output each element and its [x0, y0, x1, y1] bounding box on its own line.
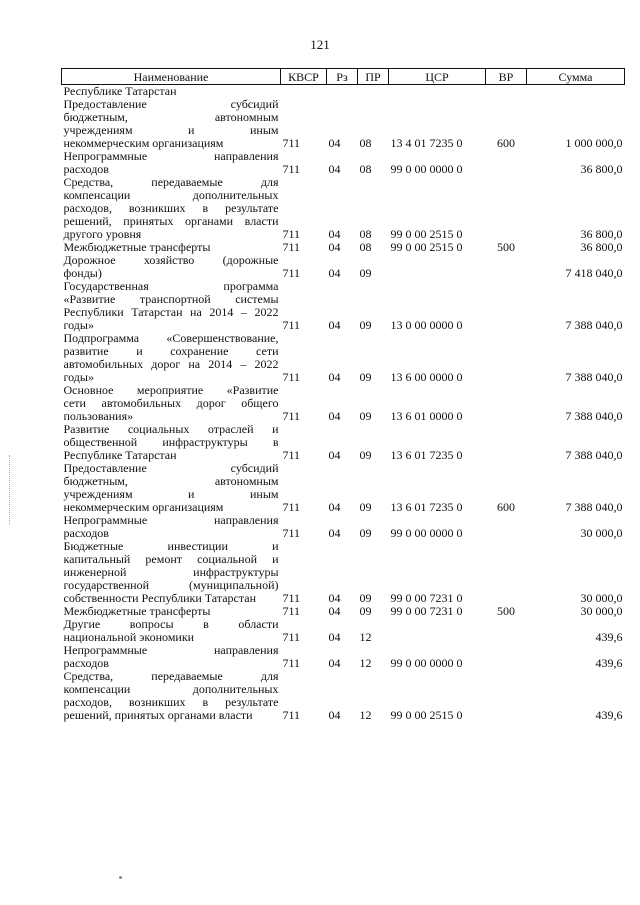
row-name-line: бюджетным, автономным [63, 110, 279, 124]
row-kvsr: 711 [282, 604, 301, 618]
row-name-line: расходов [63, 656, 109, 670]
table-row [62, 514, 625, 540]
row-rz: 04 [328, 409, 341, 423]
row-vr [486, 176, 527, 241]
row-csr: 13 0 00 0000 0 [390, 318, 463, 332]
row-name-line: Непрограммные направления [63, 513, 279, 527]
header-csr: ЦСР [389, 69, 486, 85]
row-rz: 04 [328, 448, 341, 462]
row-name-line: расходов [63, 526, 109, 540]
row-vr [486, 540, 527, 605]
row-name-line: Межбюджетные трансферты [63, 240, 211, 254]
row-vr [486, 514, 527, 540]
table-row [62, 150, 625, 176]
table-row [62, 618, 625, 644]
row-name-line: Основное мероприятие «Развитие [63, 383, 279, 397]
row-name-line: Дорожное хозяйство (дорожные [63, 253, 279, 267]
row-kvsr: 711 [282, 136, 301, 150]
row-vr [486, 280, 527, 332]
row-vr [486, 670, 527, 722]
page-number: 121 [310, 37, 330, 52]
row-name [62, 644, 281, 670]
row-sum: 7 418 040,0 [565, 266, 623, 280]
row-rz: 04 [328, 526, 341, 540]
row-pr: 09 [359, 500, 372, 514]
row-rz: 04 [328, 227, 341, 241]
row-name [62, 176, 281, 241]
row-name-line: Средства, передаваемые для [63, 669, 279, 683]
row-name [62, 254, 281, 280]
row-name-line: «Развитие транспортной системы [63, 292, 279, 306]
row-sum: 7 388 040,0 [565, 500, 623, 514]
row-name-line: Непрограммные направления [63, 643, 279, 657]
row-name-line: инженерной инфраструктуры [63, 565, 279, 579]
row-sum: 439,6 [595, 656, 623, 670]
row-csr: 99 0 00 2515 0 [390, 240, 463, 254]
header-name: Наименование [62, 69, 281, 85]
header-kvsr: КВСР [281, 69, 327, 85]
row-rz: 04 [328, 318, 341, 332]
row-pr: 09 [359, 526, 372, 540]
row-vr: 600 [497, 136, 515, 150]
row-name [62, 85, 281, 99]
row-pr: 09 [359, 266, 372, 280]
row-vr [486, 150, 527, 176]
row-name-line: учреждениям и иным [63, 123, 279, 137]
row-csr: 99 0 00 0000 0 [390, 526, 463, 540]
row-name-line: сети автомобильных дорог общего [63, 396, 279, 410]
row-name-line: Средства, передаваемые для [63, 175, 279, 189]
row-vr [486, 254, 527, 280]
table-row [62, 85, 625, 99]
row-sum: 36 800,0 [580, 227, 623, 241]
table-row [62, 332, 625, 384]
row-rz: 04 [328, 240, 341, 254]
row-name-line: Непрограммные направления [63, 149, 279, 163]
row-vr [486, 332, 527, 384]
row-pr: 12 [359, 630, 372, 644]
header-vr: ВР [486, 69, 527, 85]
row-sum: 439,6 [595, 630, 623, 644]
row-name-line: компенсации дополнительных [63, 682, 279, 696]
row-pr: 09 [359, 409, 372, 423]
row-csr [389, 85, 486, 99]
row-rz: 04 [328, 500, 341, 514]
row-kvsr: 711 [282, 266, 301, 280]
row-name-line: развитие и сохранение сети [63, 344, 279, 358]
row-csr [389, 618, 486, 644]
row-pr: 09 [359, 448, 372, 462]
row-rz: 04 [328, 136, 341, 150]
row-rz: 04 [328, 162, 341, 176]
row-rz: 04 [328, 370, 341, 384]
row-name-line: национальной экономики [63, 630, 195, 644]
row-csr: 13 6 01 7235 0 [390, 500, 463, 514]
table-row [62, 644, 625, 670]
row-rz: 04 [328, 630, 341, 644]
table-row [62, 280, 625, 332]
budget-table [61, 68, 625, 722]
row-name [62, 618, 281, 644]
row-csr: 99 0 00 7231 0 [390, 604, 463, 618]
table-row [62, 176, 625, 241]
row-vr [486, 384, 527, 423]
row-csr: 13 4 01 7235 0 [390, 136, 463, 150]
row-name [62, 462, 281, 514]
row-sum: 30 000,0 [580, 591, 623, 605]
row-name-line: годы» [63, 318, 94, 332]
row-sum: 439,6 [595, 708, 623, 722]
row-name-line: бюджетным, автономным [63, 474, 279, 488]
row-kvsr: 711 [282, 656, 301, 670]
row-vr [486, 618, 527, 644]
table-row [62, 98, 625, 150]
header-pr: ПР [358, 69, 389, 85]
row-sum: 30 000,0 [580, 526, 623, 540]
row-name-line: Предоставление субсидий [63, 461, 279, 475]
row-name [62, 280, 281, 332]
row-pr: 08 [359, 136, 372, 150]
table-header-row [62, 69, 625, 85]
row-kvsr: 711 [282, 370, 301, 384]
row-name [62, 150, 281, 176]
row-pr [358, 85, 389, 99]
row-pr: 12 [359, 708, 372, 722]
row-sum: 7 388 040,0 [565, 318, 623, 332]
row-kvsr: 711 [282, 526, 301, 540]
row-name-line: расходов, возникших в результате [63, 201, 279, 215]
table-row [62, 423, 625, 462]
row-name [62, 423, 281, 462]
row-csr: 99 0 00 0000 0 [390, 656, 463, 670]
row-pr: 09 [359, 318, 372, 332]
scan-mark [9, 455, 11, 525]
row-name-line: годы» [63, 370, 94, 384]
row-name-line: общественной инфраструктуры в [63, 435, 279, 449]
row-pr: 09 [359, 591, 372, 605]
row-csr: 13 6 01 7235 0 [390, 448, 463, 462]
table-row [62, 384, 625, 423]
row-kvsr [281, 85, 327, 99]
row-name-line: автомобильных дорог на 2014 – 2022 [63, 357, 279, 371]
row-csr: 13 6 01 0000 0 [390, 409, 463, 423]
row-vr: 500 [497, 240, 515, 254]
row-sum [527, 85, 625, 99]
row-name-line: некоммерческим организациям [63, 500, 224, 514]
row-pr: 09 [359, 370, 372, 384]
row-name-line: компенсации дополнительных [63, 188, 279, 202]
row-name [62, 384, 281, 423]
row-name-line: пользования» [63, 409, 134, 423]
row-kvsr: 711 [282, 708, 301, 722]
row-pr: 08 [359, 162, 372, 176]
row-csr: 99 0 00 2515 0 [390, 708, 463, 722]
row-csr [389, 254, 486, 280]
row-kvsr: 711 [282, 318, 301, 332]
row-name [62, 98, 281, 150]
row-csr: 99 0 00 7231 0 [390, 591, 463, 605]
row-sum: 36 800,0 [580, 240, 623, 254]
row-kvsr: 711 [282, 591, 301, 605]
row-name-line: собственности Республики Татарстан [63, 591, 256, 605]
row-name-line: расходов, возникших в результате [63, 695, 279, 709]
row-vr [486, 644, 527, 670]
row-name-line: Подпрограмма «Совершенствование, [63, 331, 279, 345]
row-sum: 7 388 040,0 [565, 448, 623, 462]
row-name-line: Государственная программа [63, 279, 279, 293]
row-sum: 1 000 000,0 [565, 136, 623, 150]
row-name-line: решений, принятых органами власти [63, 708, 253, 722]
row-name-line: Республики Татарстан на 2014 – 2022 [63, 305, 279, 319]
row-rz: 04 [328, 266, 341, 280]
row-sum: 36 800,0 [580, 162, 623, 176]
row-name-line: решений, принятых органами власти [63, 214, 279, 228]
header-rz: Рз [327, 69, 358, 85]
row-name-line: Другие вопросы в области [63, 617, 279, 631]
row-name [62, 332, 281, 384]
row-vr: 500 [497, 604, 515, 618]
row-vr [486, 423, 527, 462]
row-vr [486, 85, 527, 99]
row-rz [327, 85, 358, 99]
row-sum: 30 000,0 [580, 604, 623, 618]
row-name-line: учреждениям и иным [63, 487, 279, 501]
row-name [62, 514, 281, 540]
table-row [62, 462, 625, 514]
row-name-line: государственной (муниципальной) [63, 578, 279, 592]
row-pr: 12 [359, 656, 372, 670]
row-kvsr: 711 [282, 448, 301, 462]
row-rz: 04 [328, 591, 341, 605]
row-csr: 99 0 00 2515 0 [390, 227, 463, 241]
table-row [62, 540, 625, 605]
row-kvsr: 711 [282, 240, 301, 254]
row-kvsr: 711 [282, 162, 301, 176]
row-name-line: другого уровня [63, 227, 142, 241]
row-kvsr: 711 [282, 409, 301, 423]
row-name [62, 670, 281, 722]
row-kvsr: 711 [282, 227, 301, 241]
table-row [62, 670, 625, 722]
row-name-line: Межбюджетные трансферты [63, 604, 211, 618]
header-sum: Сумма [527, 69, 625, 85]
row-name-line: Развитие социальных отраслей и [63, 422, 279, 436]
row-rz: 04 [328, 656, 341, 670]
row-name-line: Бюджетные инвестиции и [63, 539, 279, 553]
row-csr: 13 6 00 0000 0 [390, 370, 463, 384]
table-body [62, 85, 625, 723]
row-pr: 09 [359, 604, 372, 618]
table-row [62, 254, 625, 280]
row-name-line: расходов [63, 162, 109, 176]
row-pr: 08 [359, 240, 372, 254]
row-kvsr: 711 [282, 630, 301, 644]
row-sum: 7 388 040,0 [565, 370, 623, 384]
row-sum: 7 388 040,0 [565, 409, 623, 423]
row-name-line: капитальный ремонт социальной и [63, 552, 279, 566]
row-kvsr: 711 [282, 500, 301, 514]
row-name [62, 540, 281, 605]
row-pr: 08 [359, 227, 372, 241]
row-csr: 99 0 00 0000 0 [390, 162, 463, 176]
row-name-line: фонды) [63, 266, 102, 280]
row-name-line: некоммерческим организациям [63, 136, 224, 150]
row-rz: 04 [328, 708, 341, 722]
row-rz: 04 [328, 604, 341, 618]
row-name-line: Предоставление субсидий [63, 97, 279, 111]
row-vr: 600 [497, 500, 515, 514]
row-name-line: Республике Татарстан [63, 84, 177, 98]
row-name-line: Республике Татарстан [63, 448, 177, 462]
scan-mark [119, 876, 122, 879]
